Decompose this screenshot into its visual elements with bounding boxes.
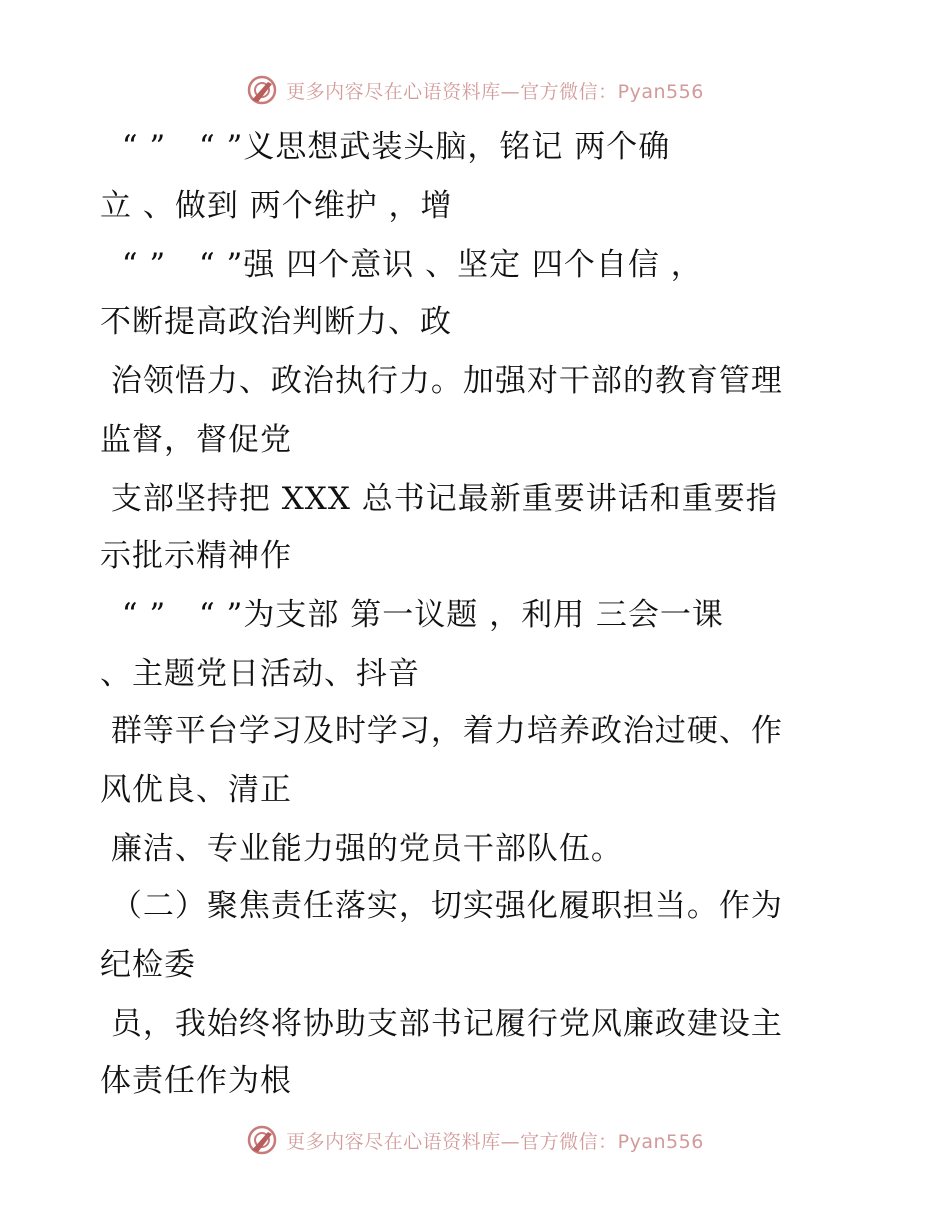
text-line: “ ” “ ”强 四个意识 、坚定 四个自信 ， — [100, 247, 703, 283]
text-line: 员，我始终将协助支部书记履行党风廉政建设主 — [100, 1006, 783, 1042]
text-line: 治领悟力、政治执行力。加强对干部的教育管理 — [100, 363, 783, 399]
text-line: “ ” “ ”义思想武装头脑，铭记 两个确 — [100, 129, 671, 165]
text-line: 、主题党日活动、抖音 — [100, 656, 420, 692]
text-line: 不断提高政治判断力、政 — [100, 304, 452, 340]
watermark-text: 更多内容尽在心语资料库—官方微信：Pyan556 — [286, 80, 704, 103]
text-line: 纪检委 — [100, 947, 196, 983]
text-line: （二）聚焦责任落实，切实强化履职担当。作为 — [100, 888, 783, 924]
text-line: 体责任作为根 — [100, 1063, 292, 1099]
text-line: 支部坚持把 XXX 总书记最新重要讲话和重要指 — [100, 481, 778, 517]
text-line: 示批示精神作 — [100, 538, 292, 574]
watermark-text: 更多内容尽在心语资料库—官方微信：Pyan556 — [286, 1130, 704, 1153]
watermark-logo-icon — [246, 1124, 278, 1156]
text-line: “ ” “ ”为支部 第一议题 ，利用 三会一课 — [100, 597, 724, 633]
footer-watermark — [0, 1120, 950, 1160]
text-line: 群等平台学习及时学习，着力培养政治过硬、作 — [100, 713, 783, 749]
text-line: 立 、做到 两个维护 ，增 — [100, 188, 453, 224]
text-line: 风优良、清正 — [100, 772, 292, 808]
text-line: 监督，督促党 — [100, 422, 292, 458]
text-line: 廉洁、专业能力强的党员干部队伍。 — [100, 831, 623, 867]
